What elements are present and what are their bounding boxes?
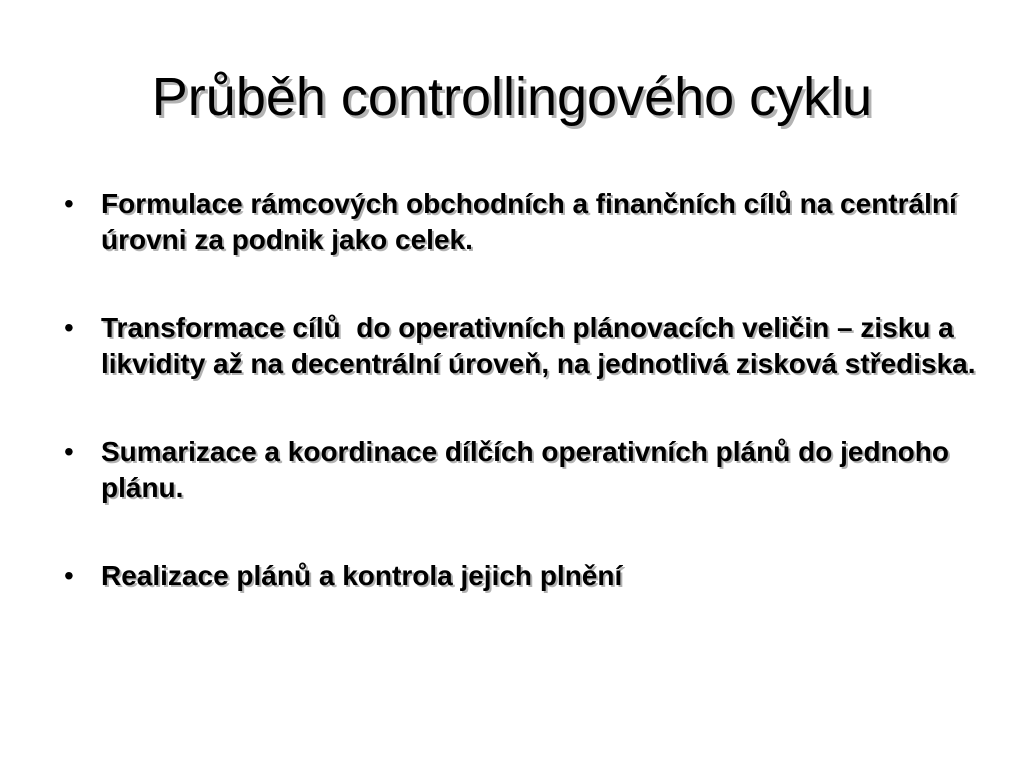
bullet-text: Formulace rámcových obchodních a finančních cílů na centrální úrovni za podnik jako celek.: [101, 188, 965, 255]
list-item: [64, 558, 984, 594]
slide-title: Průběh controllingového cyklu: [151, 67, 873, 127]
list-item: [64, 310, 984, 382]
bullet-icon: •: [64, 188, 74, 219]
bullet-icon: •: [64, 560, 74, 591]
bullet-icon: •: [64, 312, 74, 343]
bullet-text: Realizace plánů a kontrola jejich plnění: [101, 560, 623, 591]
bullet-text: Transformace cílů do operativních plánovacích veličin – zisku a likvidity až na decentrální úroveň, na jednotlivá zisková střediska.: [101, 312, 976, 379]
bullet-list: [64, 186, 984, 594]
bullet-icon: •: [64, 436, 74, 467]
list-item: [64, 186, 984, 258]
list-item: [64, 434, 984, 506]
bullet-text: Sumarizace a koordinace dílčích operativních plánů do jednoho plánu.: [101, 436, 957, 503]
